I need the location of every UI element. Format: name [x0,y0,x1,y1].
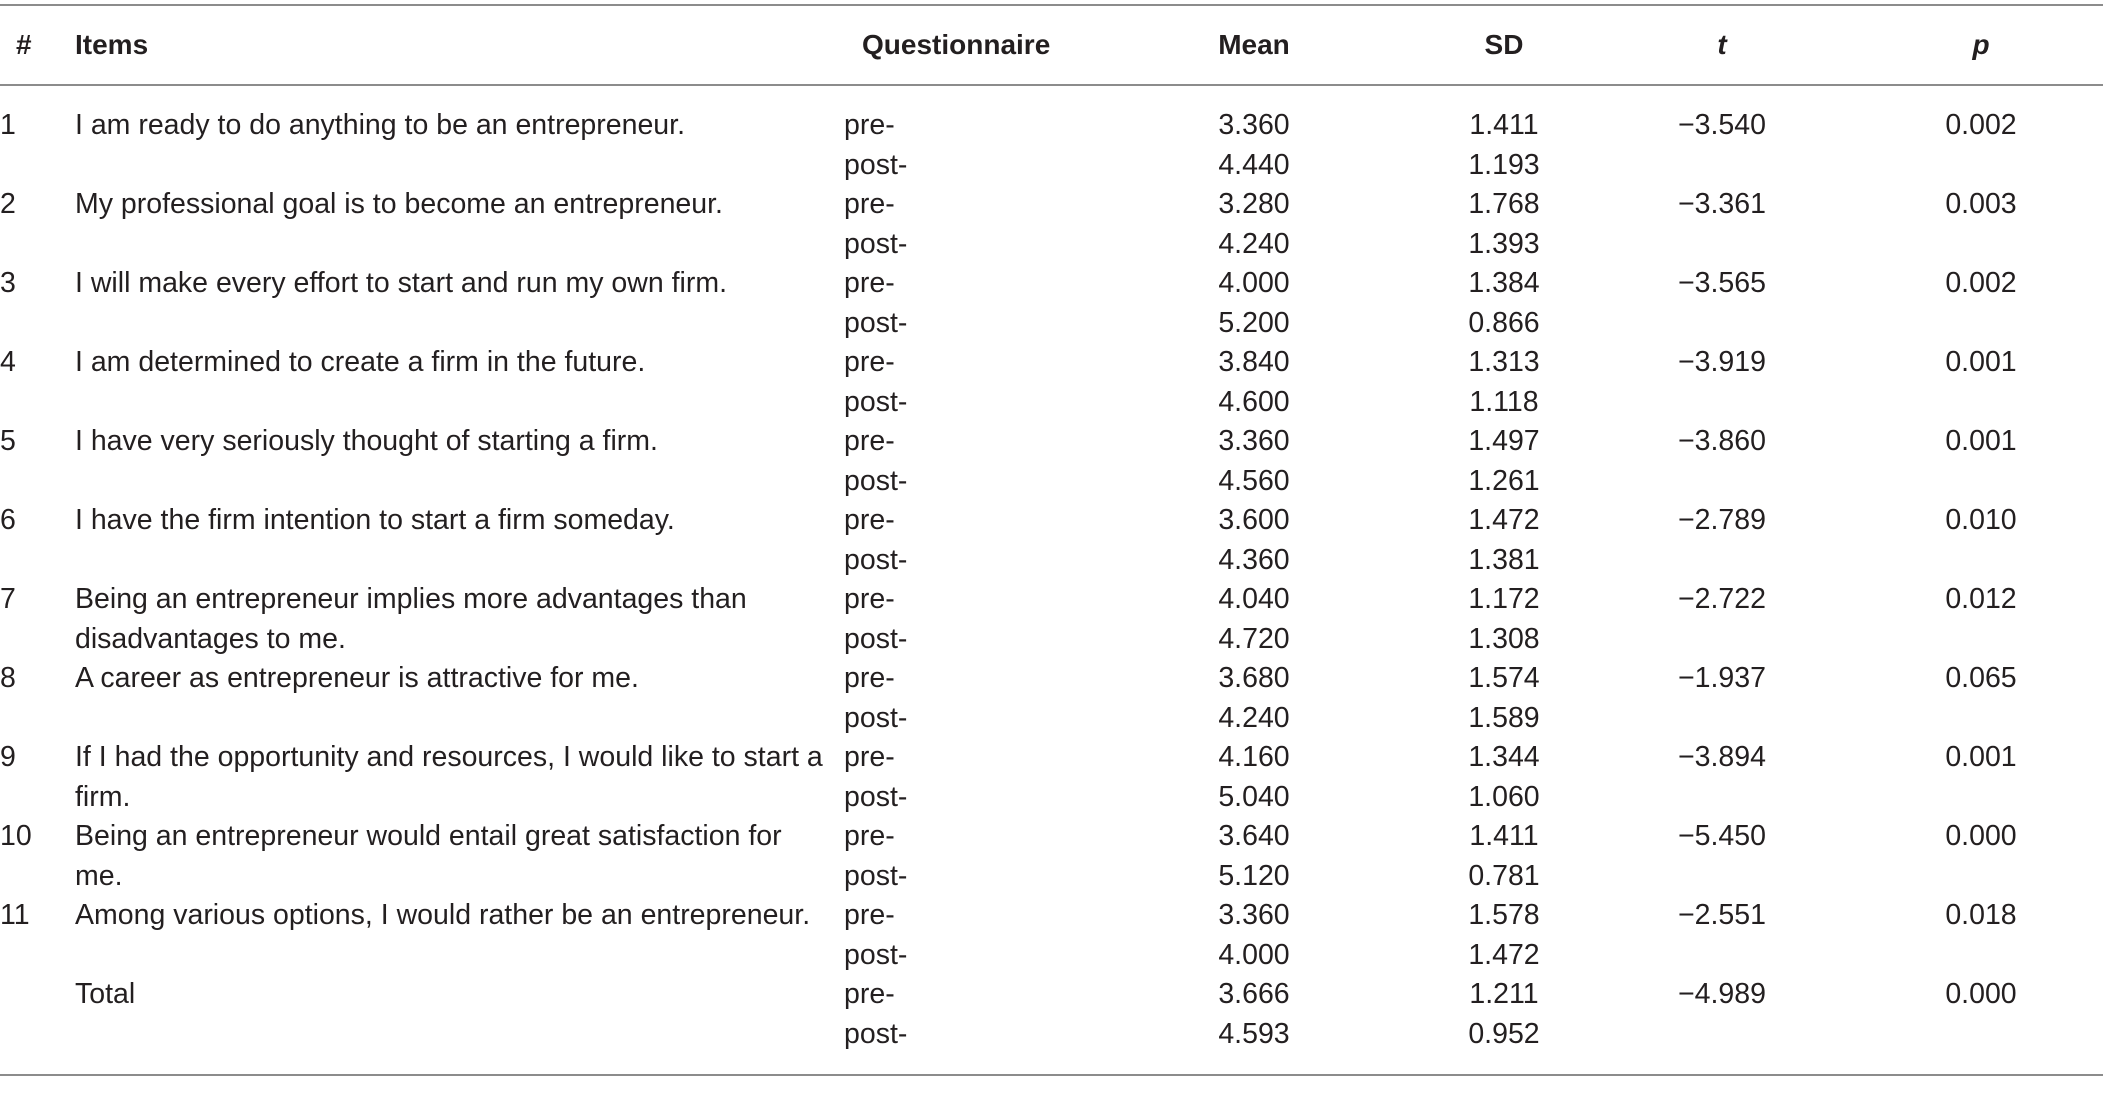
header-p: p [1972,29,1990,60]
table-row [0,106,2103,185]
row-mean: 3.840 4.600 [1218,346,1290,418]
row-questionnaire: pre- post- [844,978,908,1050]
row-sd: 1.578 1.472 [1468,899,1540,971]
table-row [0,501,2103,580]
row-sd: 1.472 1.381 [1468,504,1540,576]
row-mean: 3.360 4.440 [1218,109,1290,181]
row-item: I am determined to create a firm in the future. [75,346,646,378]
table-header [0,0,2103,84]
row-mean: 3.680 4.240 [1218,662,1290,734]
row-t: −3.540 [1678,109,1766,141]
row-item: I have very seriously thought of starting a firm. [75,425,658,457]
row-number: 5 [0,425,16,457]
table-row [0,738,2103,817]
row-item: A career as entrepreneur is attractive for me. [75,662,639,694]
row-p: 0.000 [1945,820,2017,852]
header-questionnaire: Questionnaire [862,29,1051,60]
row-p: 0.012 [1945,583,2017,615]
table-row [0,264,2103,343]
row-p: 0.001 [1945,346,2017,378]
row-p: 0.010 [1945,504,2017,536]
table-row-total [0,975,2103,1054]
row-questionnaire: pre- post- [844,504,908,576]
table-body [0,106,2103,1054]
row-item: Total [75,978,136,1010]
row-t: −5.450 [1678,820,1766,852]
row-questionnaire: pre- post- [844,820,908,892]
header-mean: Mean [1218,29,1290,60]
row-number: 1 [0,109,16,141]
row-p: 0.001 [1945,741,2017,773]
header-sd: SD [1484,29,1524,60]
row-questionnaire: pre- post- [844,267,908,339]
row-number: 4 [0,346,16,378]
row-questionnaire: pre- post- [844,583,908,655]
row-mean: 3.600 4.360 [1218,504,1290,576]
row-item: Among various options, I would rather be an entrepreneur. [75,899,811,931]
table-row [0,580,2103,659]
table-row [0,896,2103,975]
row-questionnaire: pre- post- [844,188,908,260]
row-number: 7 [0,583,16,615]
table-bottom-rule [0,1074,2103,1076]
row-t: −3.860 [1678,425,1766,457]
row-mean: 4.160 5.040 [1218,741,1290,813]
row-mean: 3.666 4.593 [1218,978,1290,1050]
row-item: I am ready to do anything to be an entrepreneur. [75,109,685,141]
row-t: −3.565 [1678,267,1766,299]
row-sd: 1.211 0.952 [1468,978,1540,1050]
row-t: −2.722 [1678,583,1766,615]
table-row [0,422,2103,501]
table-header-rule [0,84,2103,86]
row-t: −3.919 [1678,346,1766,378]
row-sd: 1.411 1.193 [1468,109,1540,181]
row-item: I have the firm intention to start a firm someday. [75,504,675,536]
row-item: I will make every effort to start and run my own firm. [75,267,728,299]
row-t: −3.894 [1678,741,1766,773]
row-questionnaire: pre- post- [844,741,908,813]
row-questionnaire: pre- post- [844,899,908,971]
row-questionnaire: pre- post- [844,662,908,734]
row-t: −4.989 [1678,978,1766,1010]
row-mean: 3.360 4.000 [1218,899,1290,971]
row-p: 0.018 [1945,899,2017,931]
row-p: 0.002 [1945,109,2017,141]
table-row [0,343,2103,422]
row-mean: 3.360 4.560 [1218,425,1290,497]
row-questionnaire: pre- post- [844,346,908,418]
row-sd: 1.574 1.589 [1468,662,1540,734]
header-items: Items [75,29,149,60]
row-number: 9 [0,741,16,773]
row-mean: 3.280 4.240 [1218,188,1290,260]
table-row [0,185,2103,264]
row-number: 3 [0,267,16,299]
row-p: 0.001 [1945,425,2017,457]
row-p: 0.002 [1945,267,2017,299]
row-mean: 4.000 5.200 [1218,267,1290,339]
row-questionnaire: pre- post- [844,109,908,181]
row-sd: 1.411 0.781 [1468,820,1540,892]
row-number: 11 [0,899,30,931]
row-t: −2.789 [1678,504,1766,536]
row-mean: 4.040 4.720 [1218,583,1290,655]
row-t: −2.551 [1678,899,1766,931]
row-item: Being an entrepreneur implies more advantages than disadvantages to me. [75,583,747,655]
row-number: 2 [0,188,16,220]
header-number: # [16,29,32,60]
row-sd: 1.344 1.060 [1468,741,1540,813]
row-item: If I had the opportunity and resources, I would like to start a firm. [75,741,823,813]
row-p: 0.065 [1945,662,2017,694]
row-p: 0.003 [1945,188,2017,220]
header-t: t [1717,29,1727,60]
row-item: My professional goal is to become an entrepreneur. [75,188,723,220]
row-sd: 1.384 0.866 [1468,267,1540,339]
row-mean: 3.640 5.120 [1218,820,1290,892]
row-number: 10 [0,820,32,852]
row-number: 8 [0,662,16,694]
row-number: 6 [0,504,16,536]
table-row [0,659,2103,738]
row-t: −3.361 [1678,188,1766,220]
row-item: Being an entrepreneur would entail great satisfaction for me. [75,820,782,892]
row-p: 0.000 [1945,978,2017,1010]
row-t: −1.937 [1678,662,1766,694]
row-questionnaire: pre- post- [844,425,908,497]
row-sd: 1.313 1.118 [1468,346,1540,418]
row-sd: 1.172 1.308 [1468,583,1540,655]
row-sd: 1.497 1.261 [1468,425,1540,497]
row-sd: 1.768 1.393 [1468,188,1540,260]
table-row [0,817,2103,896]
